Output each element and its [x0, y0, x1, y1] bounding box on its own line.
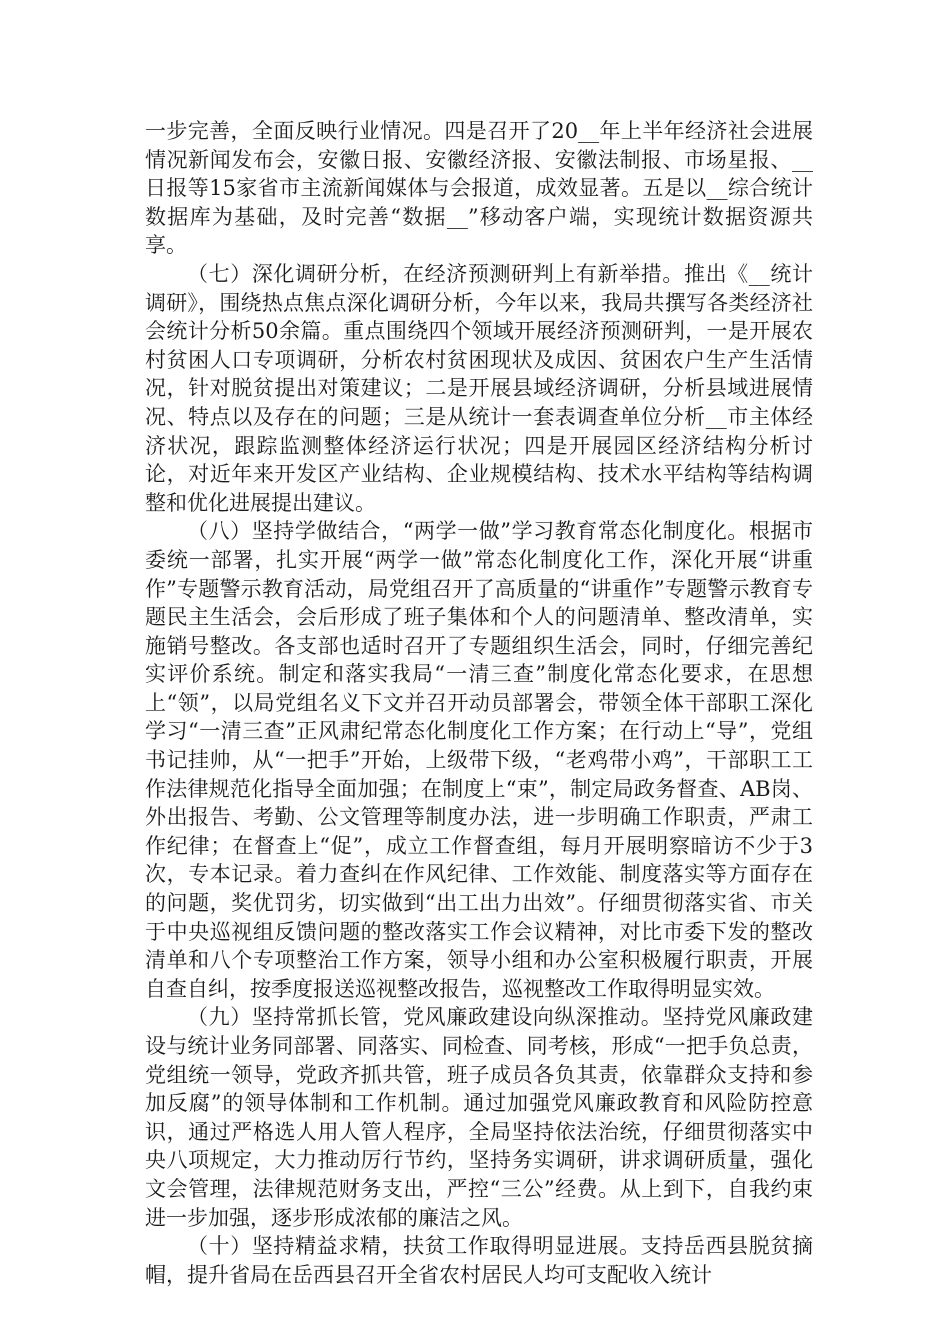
paragraph-section-7: （七）深化调研分析，在经济预测研判上有新举措。推出《__统计调研》，围绕热点焦点深化调研分析，今年以来，我局共撰写各类经济社会统计分析50余篇。重点围绕四个领域开展经济预测研判，一是开展农村贫困人口专项调研，分析农村贫困现状及成因、贫困农户生产生活情况，针对脱贫提出对策建议；二是开展县域经济调研，分析县域进展情况、特点以及存在的问题；三是从统计一套表调查单位分析__市主体经济状况，跟踪监测整体经济运行状况；四是开展园区经济结构分析讨论，对近年来开发区产业结构、企业规模结构、技术水平结构等结构调整和优化进展提出建议。 [145, 261, 813, 515]
paragraph-section-8: （八）坚持学做结合，“两学一做”学习教育常态化制度化。根据市委统一部署，扎实开展“两学一做”常态化制度化工作，深化开展“讲重作”专题警示教育活动，局党组召开了高质量的“讲重作”专题警示教育专题民主生活会，会后形成了班子集体和个人的问题清单、整改清单，实施销号整改。各支部也适时召开了专题组织生活会，同时，仔细完善纪实评价系统。制定和落实我局“一清三查”制度化常态化要求，在思想上“领”，以局党组名义下文并召开动员部署会，带领全体干部职工深化学习“一清三查”正风肃纪常态化制度化工作方案；在行动上“导”，党组书记挂帅，从“一把手”开始，上级带下级，“老鸡带小鸡”，干部职工工作法律规范化指导全面加强；在制度上“束”，制定局政务督查、AB岗、外出报告、考勤、公文管理等制度办法，进一步明确工作职责，严肃工作纪律；在督查上“促”，成立工作督查组，每月开展明察暗访不少于3次，专本记录。着力查纠在作风纪律、工作效能、制度落实等方面存在的问题，奖优罚劣，切实做到“出工出力出效”。仔细贯彻落实省、市关于中央巡视组反馈问题的整改落实工作会议精神，对比市委下发的整改清单和八个专项整治工作方案，领导小组和办公室积极履行职责，开展自查自纠，按季度报送巡视整改报告，巡视整改工作取得明显实效。 [145, 519, 813, 1001]
paragraph-section-9: （九）坚持常抓长管，党风廉政建设向纵深推动。坚持党风廉政建设与统计业务同部署、同落实、同检查、同考核，形成“一把手负总责，党组统一领导，党政齐抓共管，班子成员各负其责，依靠群众支持和参加反腐”的领导体制和工作机制。通过加强党风廉政教育和风险防控意识，通过严格选人用人管人程序，全局坚持依法治统，仔细贯彻落实中央八项规定，大力推动厉行节约，坚持务实调研，讲求调研质量，强化文会管理，法律规范财务支出，严控“三公”经费。从上到下，自我约束进一步加强，逐步形成浓郁的廉洁之风。 [145, 1005, 813, 1230]
paragraph-section-10: （十）坚持精益求精，扶贫工作取得明显进展。支持岳西县脱贫摘帽，提升省局在岳西县召开全省农村居民人均可支配收入统计 [145, 1234, 813, 1287]
paragraph-continuation: 一步完善，全面反映行业情况。四是召开了20__年上半年经济社会进展情况新闻发布会，安徽日报、安徽经济报、安徽法制报、市场星报、__日报等15家省市主流新闻媒体与会报道，成效显著。五是以__综合统计数据库为基础，及时完善“数据__”移动客户端，实现统计数据资源共享。 [145, 119, 813, 258]
document-page [145, 117, 813, 1289]
